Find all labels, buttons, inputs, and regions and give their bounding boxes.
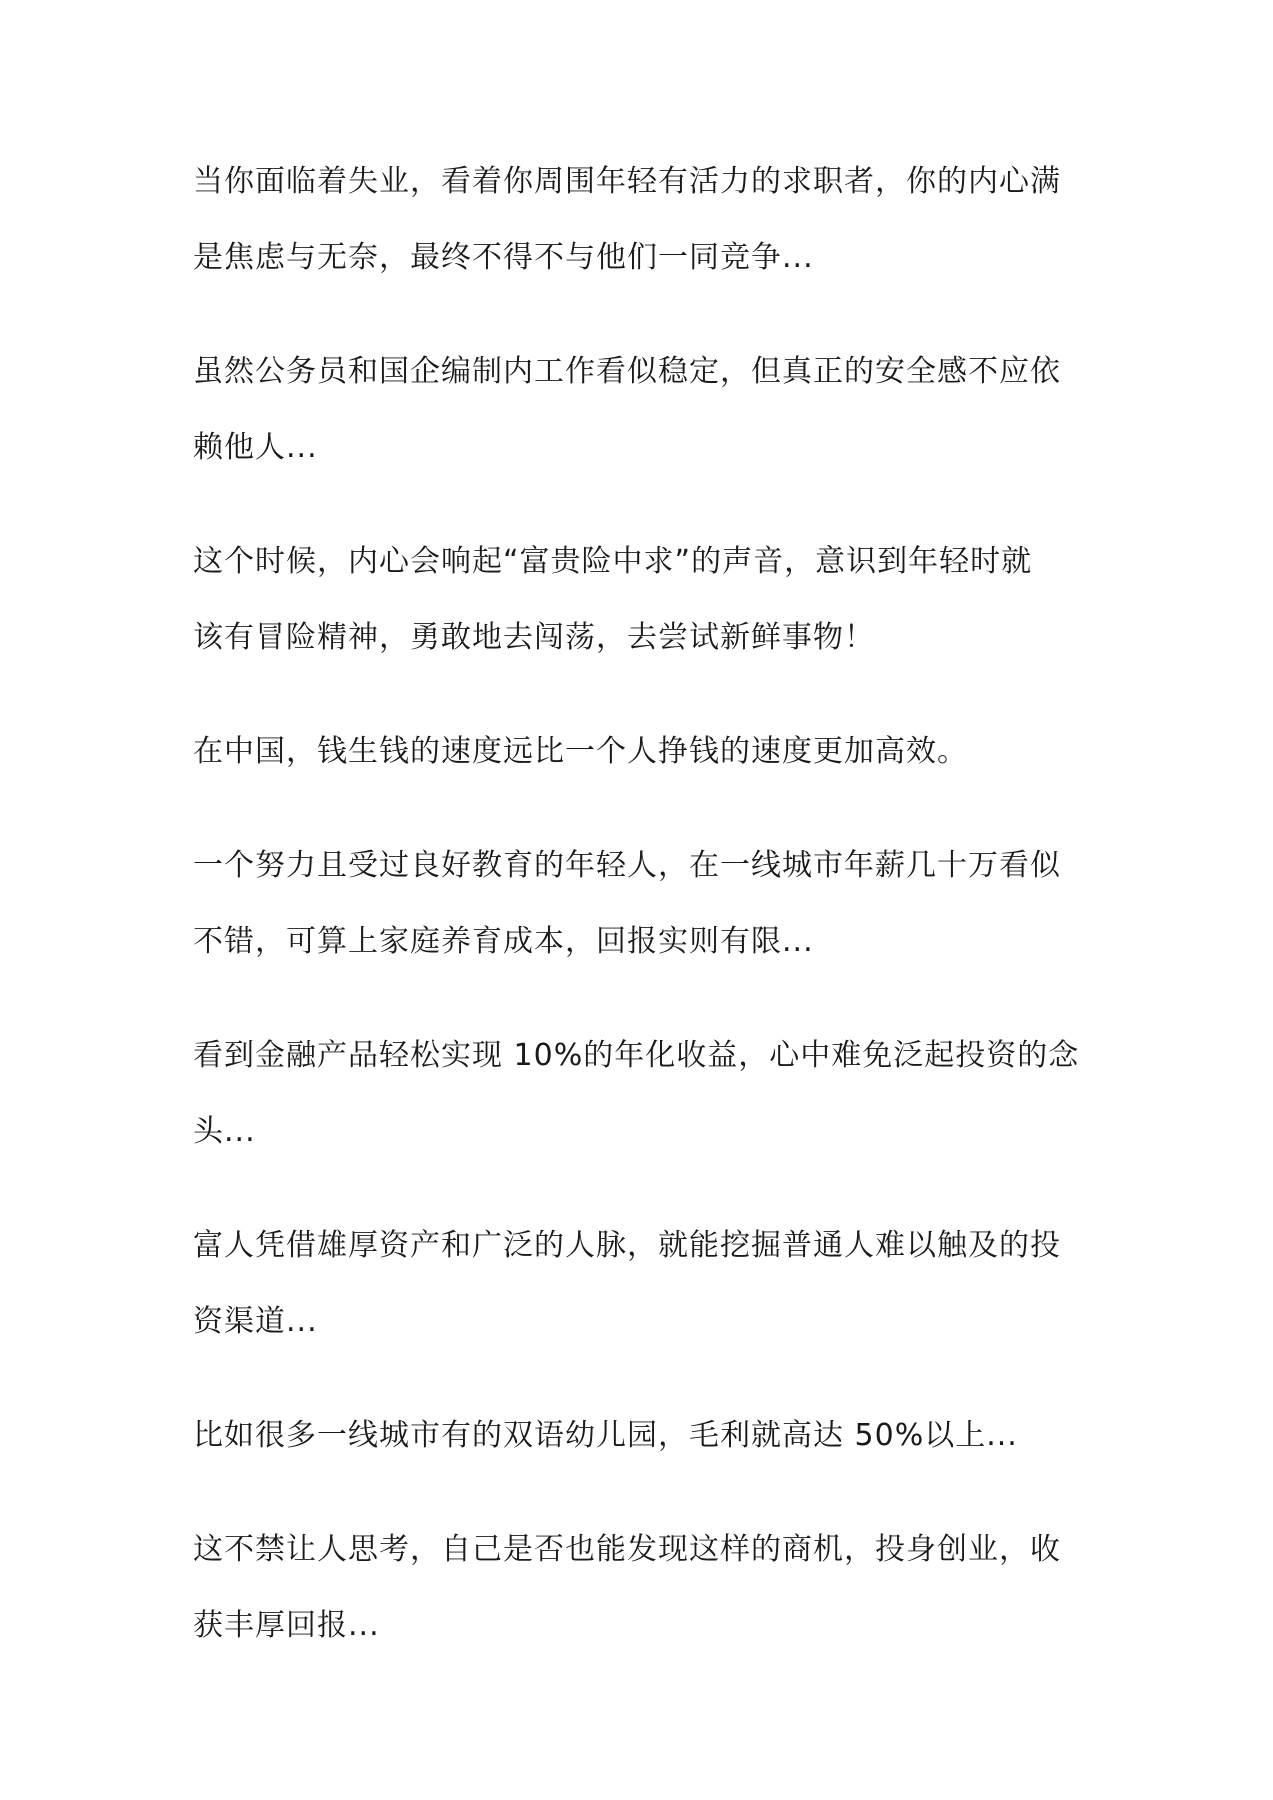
paragraph-line: 资渠道...: [193, 1304, 318, 1339]
paragraph-adventure: [193, 524, 1093, 676]
document-body: [193, 144, 1093, 1702]
paragraph-line: 在中国，钱生钱的速度远比一个人挣钱的速度更加高效。: [193, 734, 968, 769]
paragraph-rich-channels: [193, 1208, 1093, 1360]
paragraph-line: 一个努力且受过良好教育的年轻人，在一线城市年薪几十万看似: [193, 848, 1061, 883]
paragraph-line: 比如很多一线城市有的双语幼儿园，毛利就高达 50%以上...: [193, 1418, 1018, 1453]
paragraph-line: 这不禁让人思考，自己是否也能发现这样的商机，投身创业，收: [193, 1532, 1061, 1567]
paragraph-salary: [193, 828, 1093, 980]
paragraph-unemployment: [193, 144, 1093, 296]
paragraph-line: 虽然公务员和国企编制内工作看似稳定，但真正的安全感不应依: [193, 354, 1061, 389]
paragraph-line: 获丰厚回报...: [193, 1608, 380, 1643]
paragraph-money-growth: [193, 714, 1093, 790]
paragraph-line: 不错，可算上家庭养育成本，回报实则有限...: [193, 924, 814, 959]
paragraph-line: 是焦虑与无奈，最终不得不与他们一同竞争...: [193, 240, 814, 275]
paragraph-line: 看到金融产品轻松实现 10%的年化收益，心中难免泛起投资的念: [193, 1038, 1080, 1073]
paragraph-line: 赖他人...: [193, 430, 318, 465]
paragraph-financial-products: [193, 1018, 1093, 1170]
paragraph-line: 当你面临着失业，看着你周围年轻有活力的求职者，你的内心满: [193, 164, 1061, 199]
paragraph-civil-servant: [193, 334, 1093, 486]
paragraph-line: 头...: [193, 1114, 256, 1149]
paragraph-line: 富人凭借雄厚资产和广泛的人脉，就能挖掘普通人难以触及的投: [193, 1228, 1061, 1263]
paragraph-line: 这个时候，内心会响起“富贵险中求”的声音，意识到年轻时就: [193, 544, 1033, 579]
paragraph-line: 该有冒险精神，勇敢地去闯荡，去尝试新鲜事物！: [193, 620, 875, 655]
paragraph-entrepreneurship: [193, 1512, 1093, 1664]
paragraph-kindergarten: [193, 1398, 1093, 1474]
